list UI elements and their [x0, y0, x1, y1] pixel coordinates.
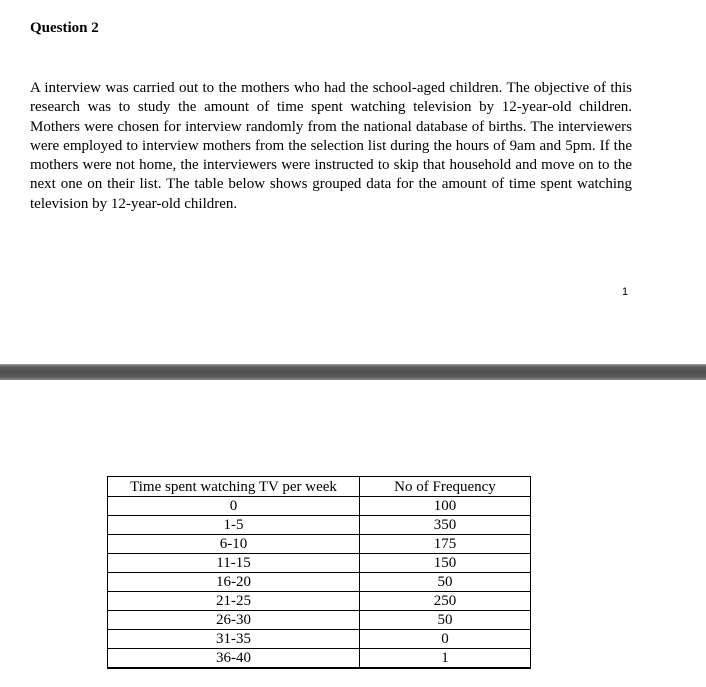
table-row [108, 630, 531, 649]
table-row [108, 497, 531, 516]
time-cell: 6-10 [108, 535, 360, 554]
table-row [108, 535, 531, 554]
frequency-cell: 50 [360, 611, 531, 630]
frequency-table [107, 476, 531, 669]
time-cell: 31-35 [108, 630, 360, 649]
time-cell: 0 [108, 497, 360, 516]
frequency-cell: 175 [360, 535, 531, 554]
page-number: 1 [622, 286, 629, 298]
frequency-cell: 50 [360, 573, 531, 592]
table-row [108, 592, 531, 611]
table-row [108, 649, 531, 669]
time-cell: 1-5 [108, 516, 360, 535]
question-paragraph: A interview was carried out to the mothers who had the school-aged children. The objective of this research was to study the amount of time spent watching television by 12-year-old children. Mothers were chosen for interview randomly from the national database of births. The interviewers were employed to interview mothers from the selection list during the hours of 9am and 5pm. If the mothers were not home, the interviewers were instructed to skip that household and move on to the next one on their list. The table below shows grouped data for the amount of time spent watching television by 12-year-old children. [30, 80, 632, 212]
table-header-row [108, 477, 531, 497]
time-cell: 26-30 [108, 611, 360, 630]
frequency-cell: 250 [360, 592, 531, 611]
header-time-spent: Time spent watching TV per week [108, 477, 360, 497]
frequency-cell: 350 [360, 516, 531, 535]
time-cell: 36-40 [108, 649, 360, 669]
question-heading: Question 2 [30, 20, 99, 36]
frequency-cell: 1 [360, 649, 531, 669]
table-row [108, 611, 531, 630]
frequency-cell: 0 [360, 630, 531, 649]
page-separator [0, 364, 706, 380]
frequency-cell: 150 [360, 554, 531, 573]
time-cell: 21-25 [108, 592, 360, 611]
header-frequency: No of Frequency [360, 477, 531, 497]
frequency-cell: 100 [360, 497, 531, 516]
table-row [108, 554, 531, 573]
document-page-2 [0, 380, 706, 687]
table-row [108, 516, 531, 535]
time-cell: 16-20 [108, 573, 360, 592]
time-cell: 11-15 [108, 554, 360, 573]
table-row [108, 573, 531, 592]
